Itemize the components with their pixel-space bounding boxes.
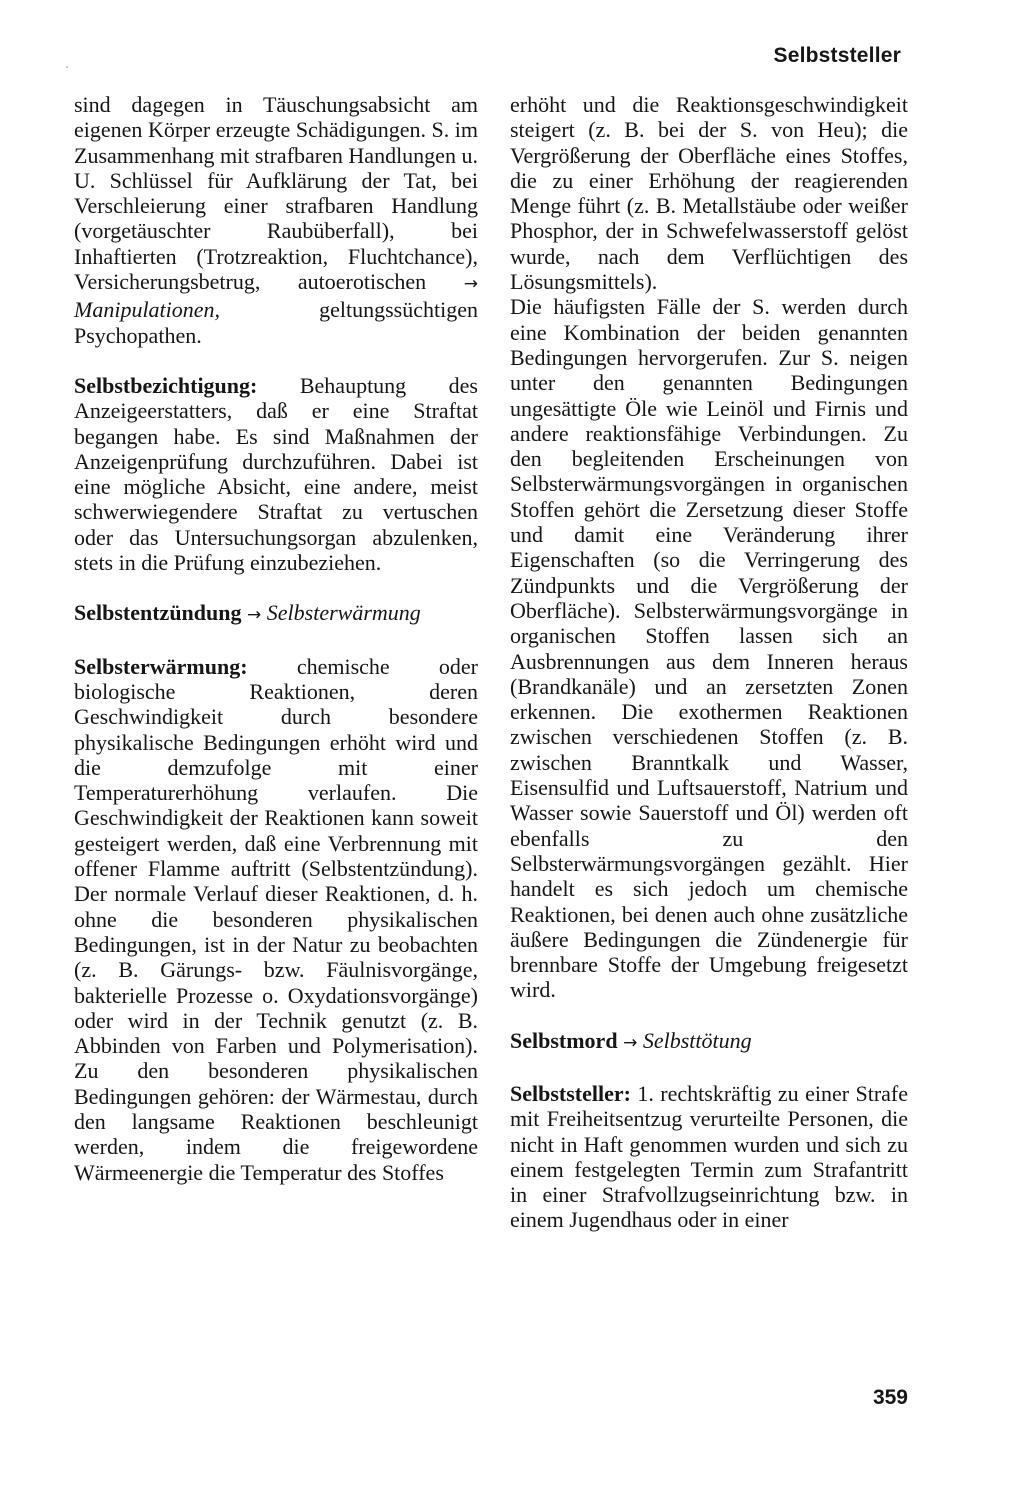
scan-speck [66,66,68,68]
continuation-paragraph [74,92,478,348]
page-number: 359 [872,1386,908,1409]
arrow-icon: → [463,274,478,295]
cross-reference-link[interactable]: Selbsttötung [642,1027,752,1053]
entry-selbstmord [510,1028,908,1056]
entry-term: Selbststeller: [510,1080,631,1106]
entry-term: Selbstentzündung [74,600,242,626]
entry-definition: chemische oder biologische Reaktionen, deren Geschwindigkeit durch besondere physikalische Bedingungen erhöht wird und die demzufolge mit einer Temperaturerhöhung verlaufen. Die Geschwindigkeit der Reaktionen kann soweit gesteigert werden, daß eine Verbrennung mit offener Flamme auftritt (Selbstentzündung). Der normale Verlauf dieser Reaktionen, d. h. ohne die besonderen physikalischen Bedingungen, ist in der Natur zu beobachten (z. B. Gärungs- bzw. Fäulnisvorgänge, bakterielle Prozesse o. Oxydationsvorgänge) oder wird in der Technik genutzt (z. B. Abbinden von Farben und Polymerisation). Zu den besonderen physikalischen Bedingungen gehören: der Wärmestau, durch den langsame Reaktionen beschleunigt werden, indem die freigewordene Wärmeenergie die Temperatur des Stoffes [74,653,479,1185]
entry-term: Selbsterwärmung: [74,653,248,679]
cross-reference-link[interactable]: Selbsterwärmung [266,600,421,626]
entry-definition: 1. rechtskräftig zu einer Strafe mit Freiheitsentzug verurteilte Personen, die nicht in Haft genommen wurden und sich zu einem festgelegten Termin zum Strafantritt in einer Strafvollzugseinrichtung bzw. in einem Jugendhaus oder in einer [510,1080,908,1233]
cross-reference-link[interactable]: Manipulationen, [74,297,221,323]
entry-term: Selbstmord [510,1027,618,1053]
entry-continuation-1: erhöht und die Reaktionsgeschwindigkeit steigert (z. B. bei der S. von Heu); die Vergrößerung der Oberfläche eines Stoffes, die zu einer Erhöhung der reagierenden Menge führt (z. B. Metallstäube oder weißer Phosphor, der in Schwefelwasserstoff gelöst wurde, nach dem Verflüchtigen des Lösungsmittels). [510,92,908,295]
continuation-text: sind dagegen in Täuschungsabsicht am eigenen Körper erzeugte Schädigungen. S. im Zusammenhang mit strafbaren Handlungen u. U. Schlüssel für Aufklärung der Tat, bei Verschleierung einer strafbaren Handlung (vorgetäuschter Raubüberfall), bei Inhaftierten (Trotzreaktion, Fluchtchance), Versicherungsbetrug, autoerotischen [74,92,478,295]
entry-selbsterwaermung [74,654,478,1185]
entry-term: Selbstbezichtigung: [74,372,258,398]
arrow-icon: → [247,605,262,626]
right-column [510,92,908,1233]
entry-continuation-2: Die häufigsten Fälle der S. werden durch eine Kombination der beiden genannten Bedingungen hervorgerufen. Zur S. neigen unter den genannten Bedingungen ungesättigte Öle wie Leinöl und Firnis und andere reaktionsfähige Verbindungen. Zu den begleitenden Erscheinungen von Selbsterwärmungsvorgängen in organischen Stoffen gehört die Zersetzung dieser Stoffe und damit eine Veränderung ihrer Eigenschaften (so die Verringerung des Zündpunkts und die Vergrößerung der Oberfläche). Selbsterwärmungsvorgänge in organischen Stoffen lassen sich an Ausbrennungen aus dem Inneren heraus (Brandkanäle) und an zersetzten Zonen erkennen. Die exothermen Reaktionen zwischen verschiedenen Stoffen (z. B. zwischen Branntkalk und Wasser, Eisensulfid und Luftsauerstoff, Natrium und Wasser sowie Sauerstoff und Öl) werden oft ebenfalls zu den Selbsterwärmungsvorgängen gezählt. Hier handelt es sich jedoch um chemische Reaktionen, bei denen auch ohne zusätzliche äußere Bedingungen die Zündenergie für brennbare Stoffe der Umgebung freigesetzt wird. [510,294,908,1003]
entry-definition: Behauptung des Anzeigeerstatters, daß er eine Straftat begangen habe. Es sind Maßnahmen der Anzeigenprüfung durchzuführen. Dabei ist eine mögliche Absicht, eine andere, meist schwerwiegendere Straftat zu vertuschen oder das Untersuchungsorgan abzulenken, stets in die Prüfung einzubeziehen. [74,372,478,576]
continuation-end-text: geltungssüchtigen Psychopathen. [74,297,478,348]
entry-selbstentzuendung [74,600,478,628]
arrow-icon: → [623,1032,638,1053]
running-head: Selbststeller [773,44,901,67]
left-column [74,92,478,1185]
entry-selbststeller [510,1081,908,1233]
entry-selbstbezichtigung [74,373,478,575]
